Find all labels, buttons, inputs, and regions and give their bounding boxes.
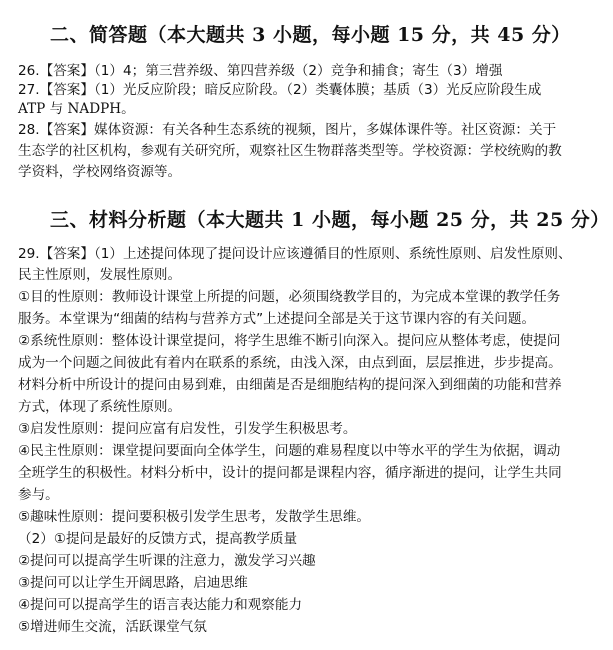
- answer-line: ②提问可以提高学生听课的注意力，激发学习兴趣: [18, 553, 316, 569]
- answer-line: ②系统性原则：整体设计课堂提问，将学生思维不断引向深入。提问应从整体考虑，使提问: [18, 333, 561, 349]
- answer-line: ④提问可以提高学生的语言表达能力和观察能力: [18, 597, 303, 613]
- answer-line: 材料分析中所设计的提问由易到难，由细菌是否是细胞结构的提问深入到细菌的功能和营养: [18, 377, 562, 393]
- answer-line: 26.【答案】（1）4；第三营养级、第四营养级（2）竞争和捕食；寄生（3）增强: [18, 63, 503, 79]
- answer-line: 服务。本堂课为“细菌的结构与营养方式”上述提问全部是关于这节课内容的有关问题。: [18, 311, 536, 327]
- answer-line: 民主性原则，发展性原则。: [18, 267, 182, 283]
- answer-line: 28.【答案】媒体资源：有关各种生态系统的视频，图片，多媒体课件等。社区资源：关于: [18, 122, 557, 138]
- answer-line: 全班学生的积极性。材料分析中，设计的提问都是课程内容，循序渐进的提问，让学生共同: [18, 465, 562, 481]
- section-heading: 二、简答题（本大题共 3 小题，每小题 15 分，共 45 分）: [50, 24, 571, 46]
- answer-line: ATP 与 NADPH。: [18, 101, 135, 117]
- answer-line: ④民主性原则：课堂提问要面向全体学生，问题的难易程度以中等水平的学生为依据，调动: [18, 443, 561, 459]
- answer-line: 成为一个问题之间彼此有着内在联系的系统，由浅入深，由点到面，层层推进，步步提高。: [18, 355, 562, 371]
- answer-line: （2）①提问是最好的反馈方式，提高教学质量: [18, 531, 298, 547]
- answer-line: 29.【答案】（1）上述提问体现了提问设计应该遵循目的性原则、系统性原则、启发性原则、: [18, 246, 572, 262]
- answer-line: 学资料，学校网络资源等。: [18, 164, 182, 180]
- answer-line: ⑤增进师生交流，活跃课堂气氛: [18, 619, 207, 635]
- answer-line: ⑤趣味性原则：提问要积极引发学生思考，发散学生思维。: [18, 509, 371, 525]
- answer-line: 参与。: [18, 487, 59, 503]
- answer-line: ③提问可以让学生开阔思路，启迪思维: [18, 575, 248, 591]
- answer-line: 27.【答案】（1）光反应阶段；暗反应阶段。（2）类囊体膜；基质（3）光反应阶段生成: [18, 82, 542, 98]
- answer-line: ③启发性原则：提问应富有启发性，引发学生积极思考。: [18, 421, 357, 437]
- answer-line: 生态学的社区机构，参观有关研究所，观察社区生物群落类型等。学校资源：学校统购的教: [18, 143, 562, 159]
- answer-line: 方式，体现了系统性原则。: [18, 399, 182, 415]
- section-heading: 三、材料分析题（本大题共 1 小题，每小题 25 分，共 25 分）: [50, 209, 610, 231]
- answer-line: ①目的性原则：教师设计课堂上所提的问题，必须围绕教学目的，为完成本堂课的教学任务: [18, 289, 561, 305]
